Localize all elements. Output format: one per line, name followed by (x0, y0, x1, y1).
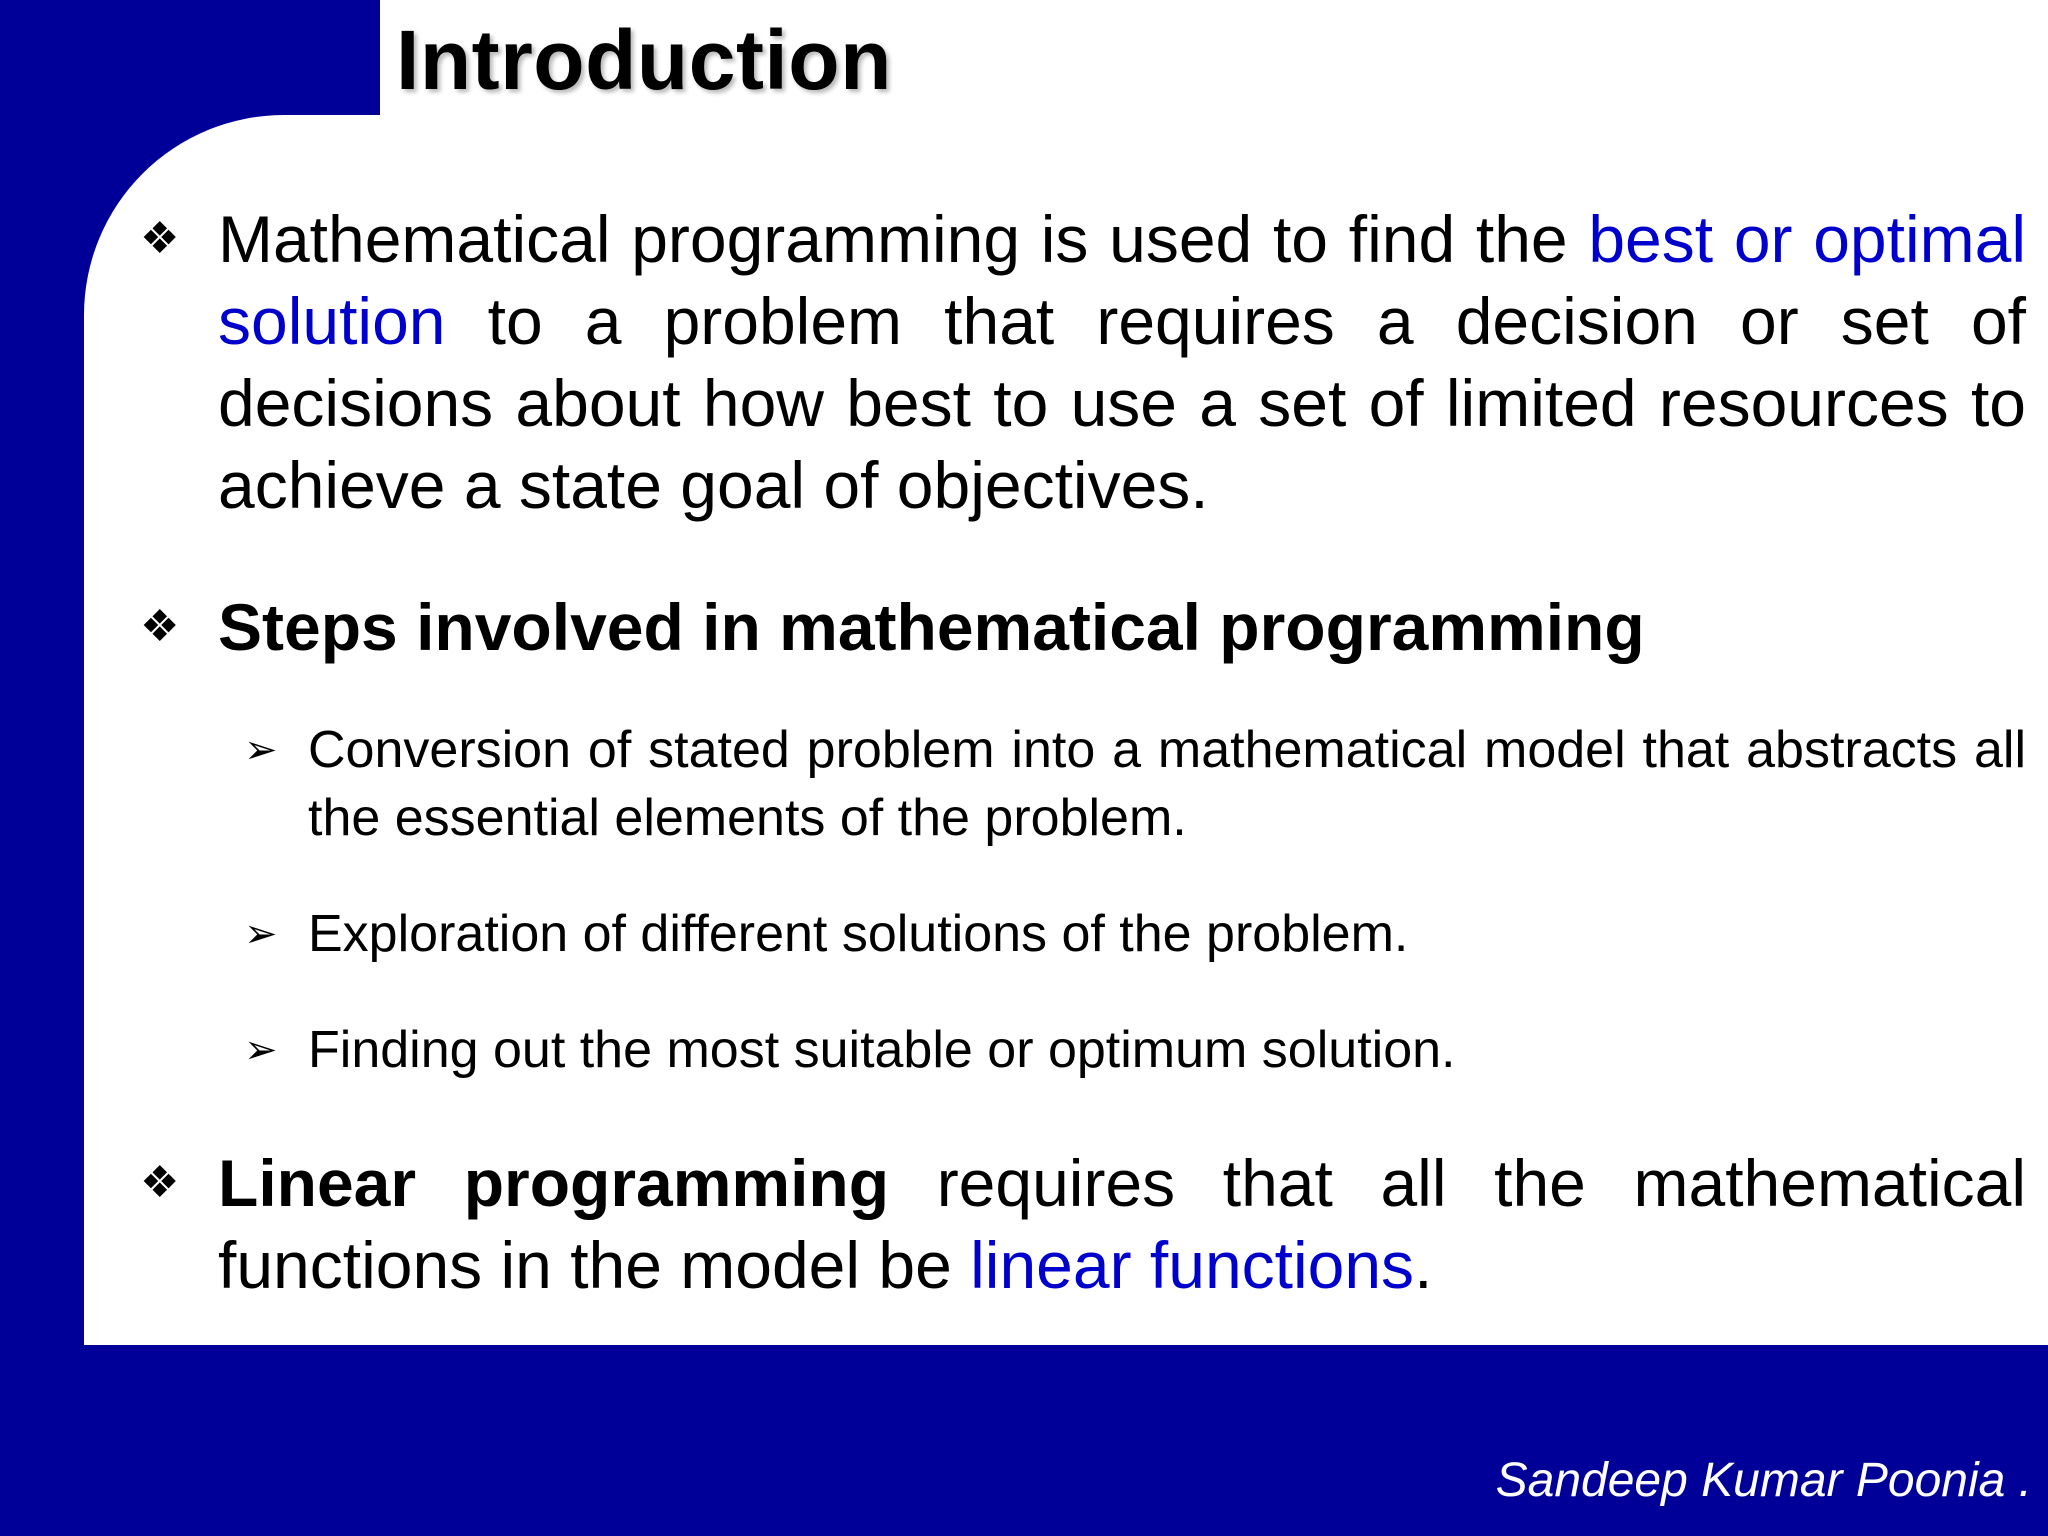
sub-list-item (244, 1016, 2026, 1084)
sub-item-text: Finding out the most suitable or optimum solution. (308, 1021, 1456, 1079)
bold-term: Linear programming (218, 1146, 890, 1220)
highlight-text: linear functions (970, 1228, 1415, 1302)
diamond-cluster-icon: ❖ (140, 1158, 180, 1207)
sub-list-item (244, 900, 2026, 968)
left-notch (0, 140, 84, 260)
diamond-cluster-icon: ❖ (140, 214, 180, 263)
arrowhead-icon: ➢ (244, 912, 278, 956)
bullet-text: Mathematical programming is used to find the best or optimal solution to a problem that requires a decision or set of decisions about how best to use a set of limited resources to achieve a state goal of objectives. (218, 202, 2026, 522)
bullet-item (140, 198, 2026, 526)
arrowhead-icon: ➢ (244, 728, 278, 772)
bullet-item (140, 586, 2026, 668)
arrowhead-icon: ➢ (244, 1028, 278, 1072)
diamond-cluster-icon: ❖ (140, 602, 180, 651)
sub-item-text: Exploration of different solutions of the problem. (308, 905, 1409, 963)
bullet-item (140, 1142, 2026, 1306)
sub-list-item (244, 716, 2026, 852)
section-heading: Steps involved in mathematical programming (218, 590, 1645, 664)
bullet-text: Linear programming requires that all the mathematical functions in the model be linear functions. (218, 1146, 2027, 1302)
sub-item-text: Conversion of stated problem into a mathematical model that abstracts all the essential elements of the problem. (308, 721, 2026, 847)
highlight-text: best or optimal solution (218, 202, 2026, 358)
footer-author: Sandeep Kumar Poonia . (1495, 1454, 2032, 1507)
slide-title: Introduction (396, 13, 892, 107)
